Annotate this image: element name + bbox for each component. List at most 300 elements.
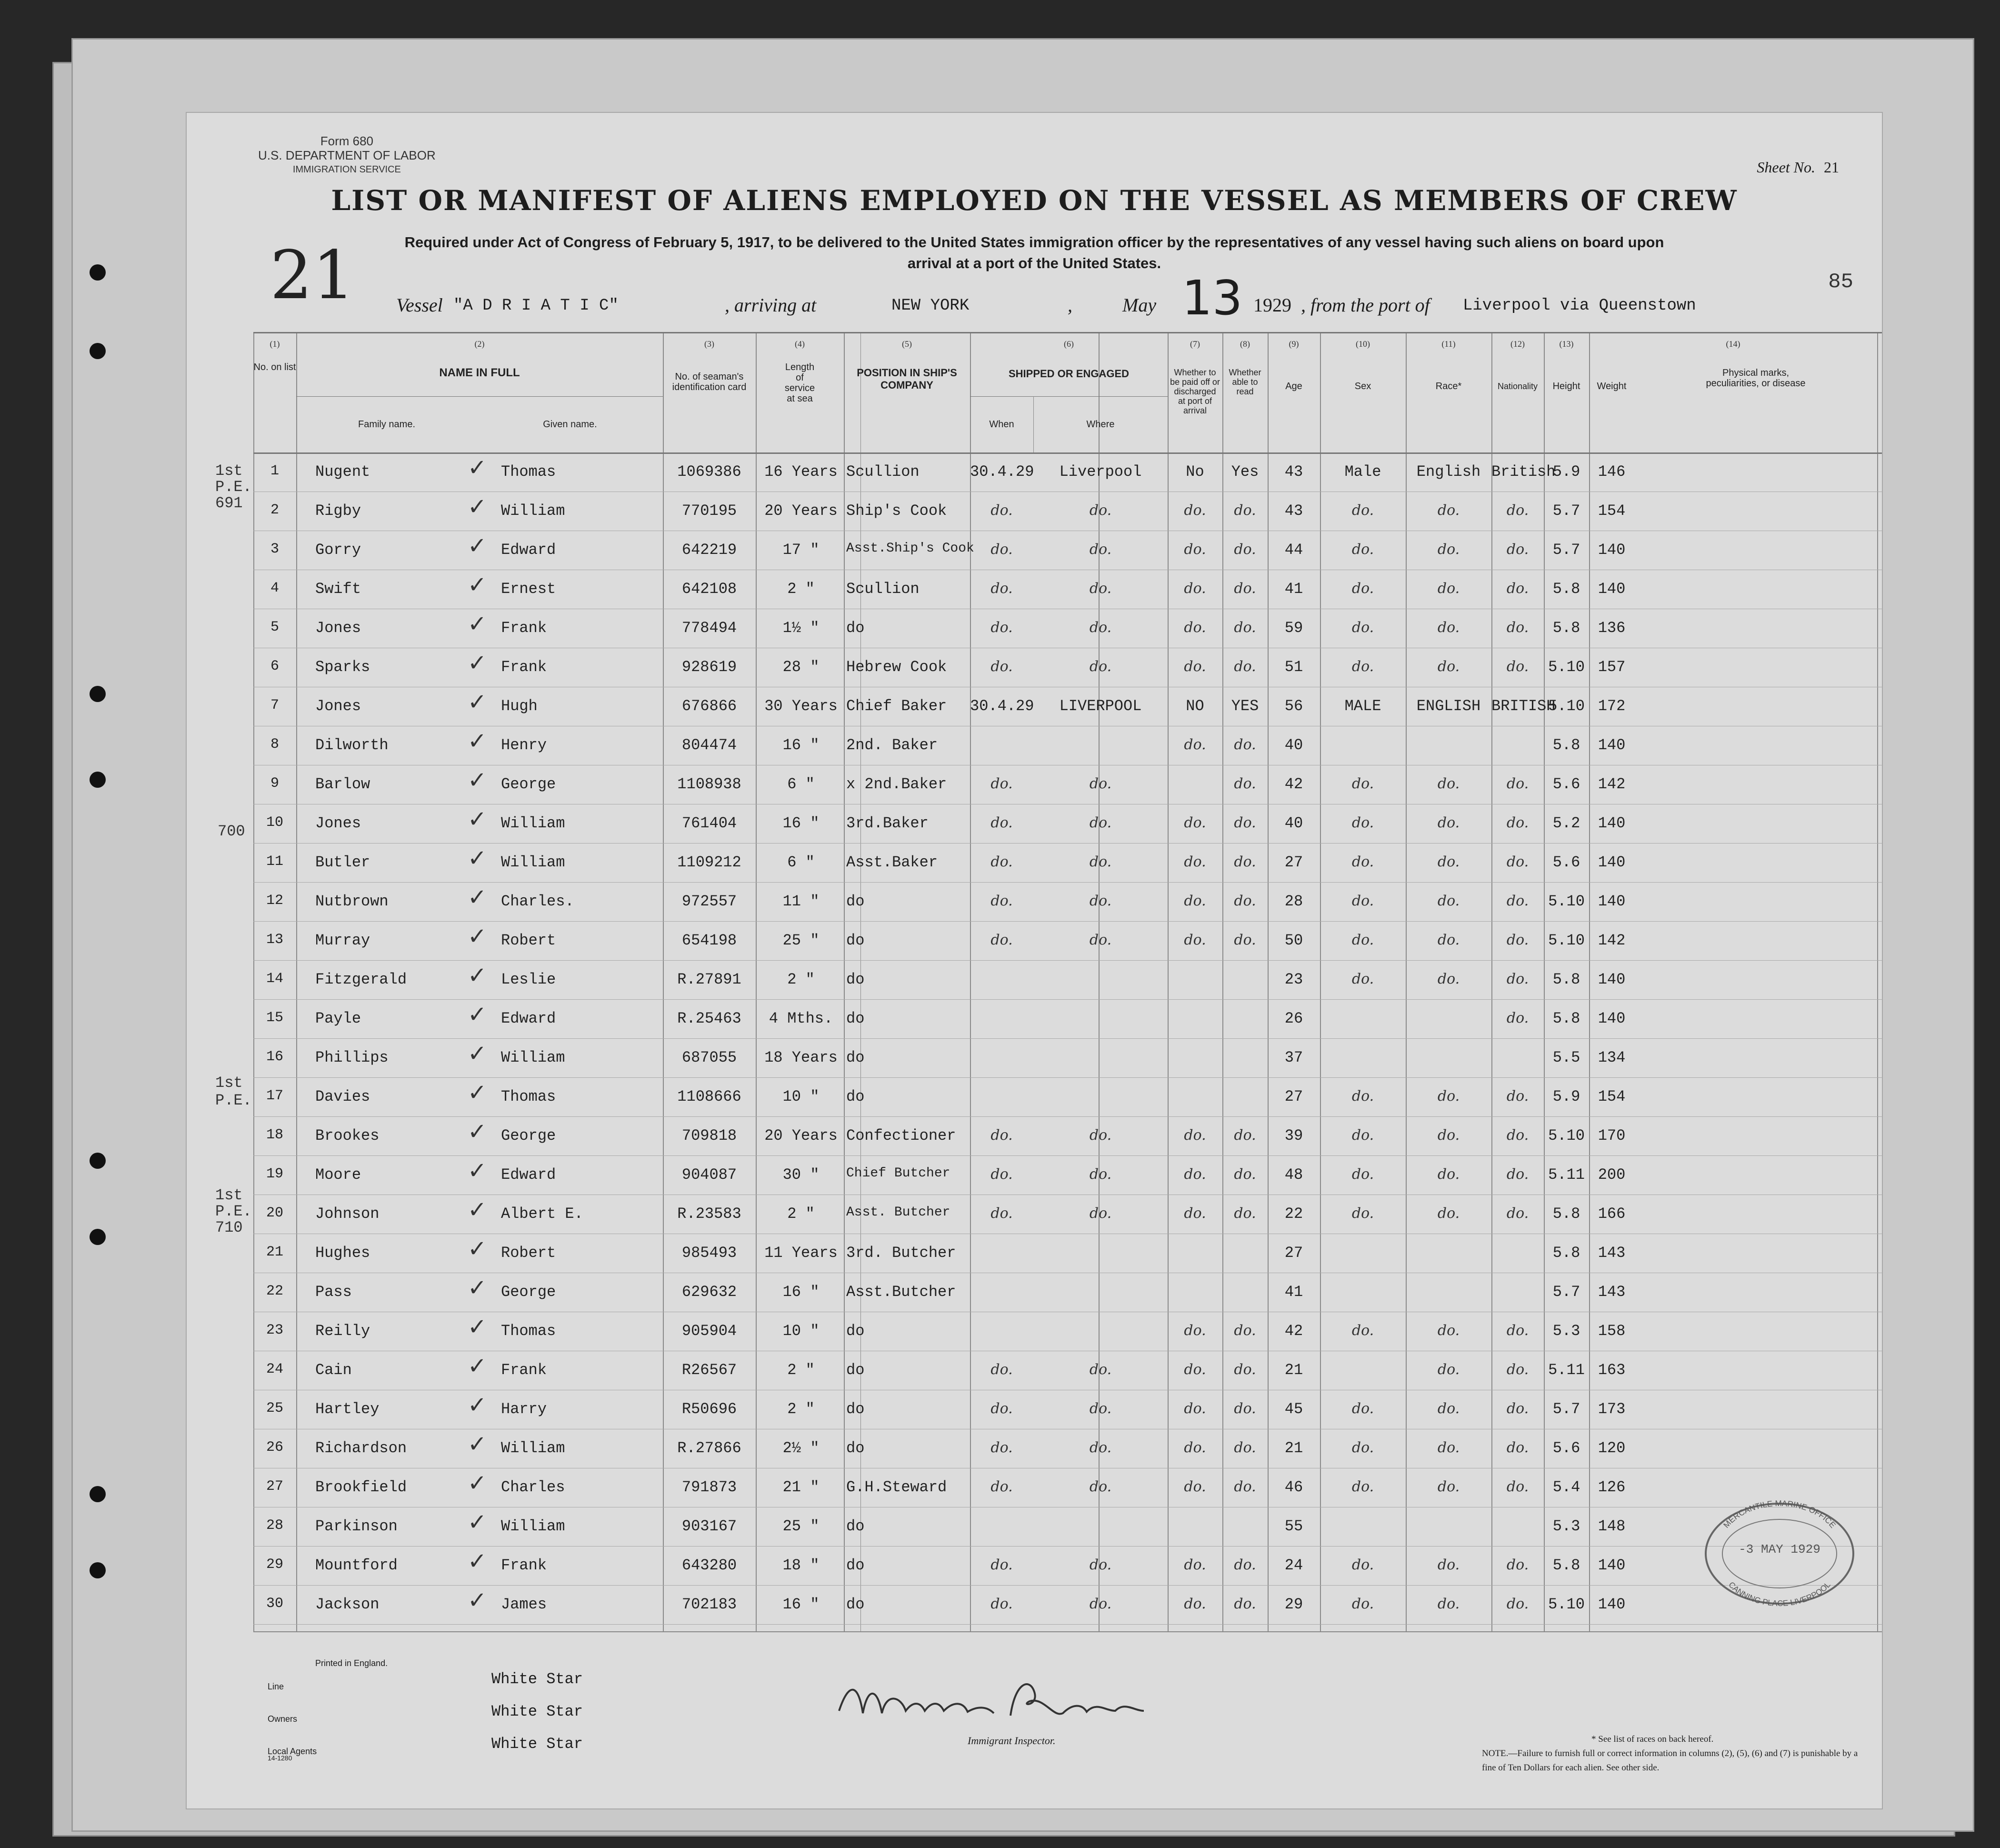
cell-family: Davies (315, 1088, 370, 1105)
cell-when: do. (990, 932, 1013, 948)
header-family-name: Family name. (358, 419, 416, 430)
cell-when: do. (990, 1557, 1013, 1573)
header-service-length: Length of service at sea (784, 362, 815, 404)
cell-position: 3rd. Butcher (846, 1244, 956, 1262)
cell-given: Albert E. (501, 1205, 583, 1223)
cell-sex: do. (1351, 1127, 1374, 1144)
check-mark-icon: ✓ (468, 845, 487, 872)
footnotes (1482, 1732, 1863, 1775)
form-code: 14-1280 (268, 1754, 292, 1762)
manifest-sheet (186, 112, 1883, 1809)
cell-no: 19 (266, 1166, 283, 1182)
header-where: Where (1086, 419, 1115, 430)
cell-position: do (846, 1596, 865, 1613)
cell-card: R.27891 (677, 971, 741, 988)
cell-given: George (501, 775, 556, 793)
cell-read: Yes (1231, 463, 1259, 481)
cell-nationality: do. (1506, 1478, 1529, 1495)
binder-hole (90, 1486, 106, 1502)
cell-paid: do. (1184, 1557, 1206, 1573)
cell-sex: do. (1351, 580, 1374, 597)
cell-position: do (846, 1322, 865, 1340)
cell-service: 20 Years (764, 1127, 838, 1145)
cell-weight: 136 (1598, 619, 1626, 637)
cell-service: 17 " (782, 541, 820, 559)
cell-family: Dilworth (315, 736, 389, 754)
check-mark-icon: ✓ (468, 1040, 487, 1067)
cell-where: do. (1089, 1400, 1112, 1417)
cell-given: Thomas (501, 1322, 556, 1340)
cell-sex: do. (1351, 502, 1374, 519)
cell-position: do (846, 893, 865, 910)
cell-race: do. (1437, 775, 1460, 792)
cell-family: Pass (315, 1283, 352, 1301)
check-mark-icon: ✓ (468, 1587, 487, 1614)
cell-where: Liverpool (1059, 463, 1142, 481)
cell-position: do (846, 619, 865, 637)
col-num: (10) (1356, 339, 1370, 349)
cell-when: do. (990, 854, 1013, 870)
cell-no: 10 (266, 814, 283, 831)
cell-height: 5.8 (1552, 1010, 1580, 1027)
cell-family: Hughes (315, 1244, 370, 1262)
cell-sex: do. (1351, 971, 1374, 987)
header-given-name: Given name. (543, 419, 597, 430)
cell-nationality: do. (1506, 541, 1529, 558)
check-mark-icon: ✓ (468, 1353, 487, 1379)
cell-height: 5.11 (1548, 1166, 1585, 1184)
inspector-signature (830, 1673, 1187, 1730)
cell-sex: do. (1351, 1088, 1374, 1105)
cell-no: 9 (270, 775, 279, 792)
cell-given: Edward (501, 541, 556, 559)
cell-weight: 154 (1598, 502, 1626, 520)
cell-family: Gorry (315, 541, 361, 559)
cell-family: Payle (315, 1010, 361, 1027)
cell-position: Asst.Butcher (846, 1283, 956, 1301)
cell-when: do. (990, 1361, 1013, 1378)
row-divider (253, 882, 1882, 883)
cell-family: Nutbrown (315, 893, 389, 910)
cell-given: Frank (501, 1361, 547, 1379)
cell-card: 928619 (681, 658, 737, 676)
binder-hole (90, 264, 106, 281)
cell-read: do. (1234, 775, 1256, 792)
check-mark-icon: ✓ (468, 1157, 487, 1184)
cell-height: 5.2 (1552, 814, 1580, 832)
cell-sex: do. (1351, 1166, 1374, 1183)
cell-age: 21 (1284, 1361, 1303, 1379)
cell-no: 16 (266, 1049, 283, 1065)
cell-sex: do. (1351, 854, 1374, 870)
cell-read: do. (1234, 1322, 1256, 1339)
cell-card: 642219 (681, 541, 737, 559)
sheet-value: 21 (1824, 159, 1839, 176)
cell-age: 56 (1284, 697, 1303, 715)
cell-no: 29 (266, 1557, 283, 1573)
cell-race: do. (1437, 1596, 1460, 1612)
crew-table (253, 332, 1882, 1632)
cell-service: 16 " (782, 1596, 820, 1613)
cell-sex: do. (1351, 1557, 1374, 1573)
cell-family: Rigby (315, 502, 361, 520)
check-mark-icon: ✓ (468, 611, 487, 637)
cell-weight: 163 (1598, 1361, 1626, 1379)
cell-weight: 142 (1598, 932, 1626, 949)
cell-weight: 140 (1598, 814, 1626, 832)
row-divider (253, 843, 1882, 844)
cell-age: 42 (1284, 775, 1303, 793)
cell-paid: do. (1184, 893, 1206, 909)
cell-read: do. (1234, 502, 1256, 519)
cell-position: Scullion (846, 580, 920, 598)
check-mark-icon: ✓ (468, 923, 487, 950)
cell-family: Jackson (315, 1596, 380, 1613)
cell-family: Parkinson (315, 1517, 398, 1535)
cell-no: 12 (266, 893, 283, 909)
departure-port: Liverpool via Queenstown (1463, 297, 1696, 315)
cell-given: George (501, 1283, 556, 1301)
cell-nationality: do. (1506, 658, 1529, 675)
cell-position: Asst. Butcher (846, 1205, 950, 1220)
cell-weight: 158 (1598, 1322, 1626, 1340)
cell-age: 55 (1284, 1517, 1303, 1535)
cell-nationality: do. (1506, 854, 1529, 870)
cell-family: Jones (315, 814, 361, 832)
cell-position: Asst.Ship's Cook (846, 541, 974, 556)
cell-position: Scullion (846, 463, 920, 481)
cell-service: 2 " (787, 580, 815, 598)
cell-age: 39 (1284, 1127, 1303, 1145)
cell-weight: 166 (1598, 1205, 1626, 1223)
cell-age: 50 (1284, 932, 1303, 949)
cell-read: do. (1234, 1478, 1256, 1495)
check-mark-icon: ✓ (468, 767, 487, 793)
fine-note: NOTE.—Failure to furnish full or correct information in columns (2), (5), (6) and (7) is punishable by a fine of Ten Dollars for each alien. See other side. (1482, 1748, 1858, 1773)
cell-position: G.H.Steward (846, 1478, 947, 1496)
cell-given: Robert (501, 932, 556, 949)
cell-position: do (846, 932, 865, 949)
cell-service: 25 " (782, 932, 820, 949)
cell-age: 24 (1284, 1557, 1303, 1574)
cell-weight: 157 (1598, 658, 1626, 676)
cell-weight: 140 (1598, 1557, 1626, 1574)
header-id-card: No. of seaman's identification card (672, 372, 747, 392)
printed-note: Printed in England. (315, 1658, 388, 1668)
cell-height: 5.3 (1552, 1517, 1580, 1535)
cell-sex: do. (1351, 1322, 1374, 1339)
cell-nationality: do. (1506, 1596, 1529, 1612)
cell-race: do. (1437, 893, 1460, 909)
cell-sex: Male (1344, 463, 1381, 481)
row-divider (253, 1116, 1882, 1117)
cell-position: do (846, 1361, 865, 1379)
cell-family: Brookes (315, 1127, 380, 1145)
cell-position: do (846, 1049, 865, 1066)
cell-where: do. (1089, 854, 1112, 870)
cell-age: 22 (1284, 1205, 1303, 1223)
check-mark-icon: ✓ (468, 884, 487, 911)
cell-age: 45 (1284, 1400, 1303, 1418)
col-num: (14) (1726, 339, 1740, 349)
cell-read: do. (1234, 854, 1256, 870)
cell-family: Jones (315, 619, 361, 637)
cell-when: do. (990, 502, 1013, 519)
cell-age: 41 (1284, 1283, 1303, 1301)
cell-where: do. (1089, 1478, 1112, 1495)
check-mark-icon: ✓ (468, 1509, 487, 1536)
cell-given: Edward (501, 1010, 556, 1027)
cell-card: 804474 (681, 736, 737, 754)
row-divider (253, 1155, 1882, 1156)
header-height: Height (1552, 381, 1580, 392)
cell-family: Murray (315, 932, 370, 949)
cell-nationality: do. (1506, 1166, 1529, 1183)
cell-race: do. (1437, 1557, 1460, 1573)
cell-nationality: do. (1506, 932, 1529, 948)
cell-no: 26 (266, 1439, 283, 1456)
cell-height: 5.6 (1552, 854, 1580, 871)
cell-age: 23 (1284, 971, 1303, 988)
header-position: POSITION IN SHIP'S COMPANY (857, 367, 957, 391)
cell-height: 5.6 (1552, 1439, 1580, 1457)
binder-hole (90, 772, 106, 788)
cell-given: Charles (501, 1478, 565, 1496)
cell-height: 5.8 (1552, 1557, 1580, 1574)
cell-card: 629632 (681, 1283, 737, 1301)
cell-nationality: do. (1506, 1322, 1529, 1339)
cell-service: 2 " (787, 1361, 815, 1379)
cell-family: Cain (315, 1361, 352, 1379)
cell-where: do. (1089, 893, 1112, 909)
cell-weight: 172 (1598, 697, 1626, 715)
cell-card: R.27866 (677, 1439, 741, 1457)
cell-when: do. (990, 1400, 1013, 1417)
header-name-in-full: NAME IN FULL (439, 366, 520, 379)
cell-race: do. (1437, 1439, 1460, 1456)
cell-paid: do. (1184, 932, 1206, 948)
check-mark-icon: ✓ (468, 454, 487, 481)
cell-family: Barlow (315, 775, 370, 793)
cell-sex: do. (1351, 1596, 1374, 1612)
cell-race: do. (1437, 502, 1460, 519)
col-num: (3) (704, 339, 714, 349)
cell-service: 30 " (782, 1166, 820, 1184)
cell-given: Frank (501, 1557, 547, 1574)
check-mark-icon: ✓ (468, 1001, 487, 1028)
inspector-label: Immigrant Inspector. (968, 1735, 1056, 1747)
cell-family: Phillips (315, 1049, 389, 1066)
margin-note: 1st P.E. 710 (215, 1186, 252, 1236)
cell-height: 5.9 (1552, 463, 1580, 481)
arrival-day: 13 (1182, 270, 1243, 326)
cell-position: do (846, 1439, 865, 1457)
cell-given: Frank (501, 619, 547, 637)
cell-paid: do. (1184, 619, 1206, 636)
cell-position: 2nd. Baker (846, 736, 938, 754)
cell-race: do. (1437, 1361, 1460, 1378)
cell-read: do. (1234, 619, 1256, 636)
row-divider (253, 999, 1882, 1000)
cell-card: 972557 (681, 893, 737, 910)
cell-no: 27 (266, 1478, 283, 1495)
cell-weight: 140 (1598, 854, 1626, 871)
cell-sex: do. (1351, 1205, 1374, 1222)
cell-position: Asst.Baker (846, 854, 938, 871)
cell-sex: do. (1351, 1439, 1374, 1456)
cell-card: 791873 (681, 1478, 737, 1496)
cell-sex: do. (1351, 1400, 1374, 1417)
cell-paid: do. (1184, 854, 1206, 870)
cell-nationality: do. (1506, 893, 1529, 909)
margin-note: 700 (218, 823, 245, 840)
cell-service: 16 Years (764, 463, 838, 481)
cell-nationality: do. (1506, 1439, 1529, 1456)
cell-position: Hebrew Cook (846, 658, 947, 676)
cell-read: do. (1234, 1557, 1256, 1573)
binder-hole (90, 1153, 106, 1169)
cell-card: 1108938 (677, 775, 741, 793)
race-note: * See list of races on back hereof. (1591, 1734, 1714, 1744)
cell-family: Mountford (315, 1557, 398, 1574)
cell-service: 1½ " (782, 619, 820, 637)
header-weight: Weight (1597, 381, 1627, 392)
svg-text:CANNING PLACE LIVERPOOL: CANNING PLACE LIVERPOOL (1727, 1580, 1832, 1608)
cell-read: do. (1234, 580, 1256, 597)
cell-paid: do. (1184, 1127, 1206, 1144)
cell-read: do. (1234, 658, 1256, 675)
cell-age: 59 (1284, 619, 1303, 637)
col-num: (11) (1441, 339, 1456, 349)
cell-nationality: British (1491, 463, 1556, 481)
vessel-label: Vessel (396, 294, 443, 316)
cell-given: Ernest (501, 580, 556, 598)
row-divider (253, 960, 1882, 961)
cell-no: 8 (270, 736, 279, 753)
cell-position: 3rd.Baker (846, 814, 929, 832)
cell-height: 5.8 (1552, 1205, 1580, 1223)
cell-no: 2 (270, 502, 279, 518)
cell-weight: 143 (1598, 1244, 1626, 1262)
row-divider (253, 1546, 1882, 1547)
cell-nationality: do. (1506, 814, 1529, 831)
cell-service: 18 Years (764, 1049, 838, 1066)
cell-where: LIVERPOOL (1059, 697, 1142, 715)
cell-given: Thomas (501, 463, 556, 481)
cell-paid: NO (1186, 697, 1204, 715)
check-mark-icon: ✓ (468, 493, 487, 520)
cell-height: 5.6 (1552, 775, 1580, 793)
cell-weight: 140 (1598, 1010, 1626, 1027)
cell-paid: do. (1184, 658, 1206, 675)
cell-given: Thomas (501, 1088, 556, 1105)
owners-label: Owners (268, 1714, 298, 1724)
agents-label: Local Agents (268, 1747, 317, 1756)
cell-when: do. (990, 658, 1013, 675)
cell-when: do. (990, 1439, 1013, 1456)
cell-race: do. (1437, 541, 1460, 558)
cell-age: 27 (1284, 854, 1303, 871)
cell-race: do. (1437, 932, 1460, 948)
cell-weight: 142 (1598, 775, 1626, 793)
cell-paid: do. (1184, 580, 1206, 597)
cell-where: do. (1089, 658, 1112, 675)
arriving-port: NEW YORK (891, 297, 970, 315)
check-mark-icon: ✓ (468, 1118, 487, 1145)
cell-age: 27 (1284, 1244, 1303, 1262)
cell-weight: 140 (1598, 541, 1626, 559)
cell-card: 654198 (681, 932, 737, 949)
cell-weight: 140 (1598, 1596, 1626, 1613)
cell-height: 5.10 (1548, 697, 1585, 715)
cell-service: 10 " (782, 1322, 820, 1340)
check-mark-icon: ✓ (468, 728, 487, 754)
vessel-name: "A D R I A T I C" (453, 297, 619, 315)
cell-position: x 2nd.Baker (846, 775, 947, 793)
vessel-line: Vessel "A D R I A T I C" , arriving at NEW YORK , May 13 1929 , from the port of Liverpool via Queenstown (396, 270, 1696, 326)
header-sex: Sex (1354, 381, 1371, 392)
cell-where: do. (1089, 775, 1112, 792)
cell-weight: 200 (1598, 1166, 1626, 1184)
cell-card: 709818 (681, 1127, 737, 1145)
cell-card: 642108 (681, 580, 737, 598)
col-num: (8) (1240, 339, 1250, 349)
cell-weight: 143 (1598, 1283, 1626, 1301)
cell-card: 702183 (681, 1596, 737, 1613)
cell-race: do. (1437, 1166, 1460, 1183)
col-num: (4) (795, 339, 805, 349)
cell-where: do. (1089, 1439, 1112, 1456)
cell-where: do. (1089, 932, 1112, 948)
cell-no: 18 (266, 1127, 283, 1143)
cell-when: 30.4.29 (970, 463, 1034, 481)
cell-height: 5.9 (1552, 1088, 1580, 1105)
cell-height: 5.7 (1552, 1283, 1580, 1301)
cell-when: do. (990, 893, 1013, 909)
cell-service: 18 " (782, 1557, 820, 1574)
cell-height: 5.8 (1552, 619, 1580, 637)
cell-given: James (501, 1596, 547, 1613)
cell-sex: do. (1351, 814, 1374, 831)
cell-given: William (501, 1049, 565, 1066)
cell-given: William (501, 1517, 565, 1535)
owners-value: White Star (491, 1703, 583, 1720)
cell-card: 1108666 (677, 1088, 741, 1105)
cell-no: 1 (270, 463, 279, 479)
cell-card: 1109212 (677, 854, 741, 871)
cell-height: 5.3 (1552, 1322, 1580, 1340)
cell-race: do. (1437, 658, 1460, 675)
cell-weight: 170 (1598, 1127, 1626, 1145)
cell-height: 5.10 (1548, 1127, 1585, 1145)
cell-family: Fitzgerald (315, 971, 407, 988)
row-divider (253, 921, 1882, 922)
arrival-year: 1929 (1253, 294, 1291, 316)
cell-nationality: do. (1506, 1205, 1529, 1222)
cell-weight: 126 (1598, 1478, 1626, 1496)
cell-where: do. (1089, 541, 1112, 558)
cell-service: 11 Years (764, 1244, 838, 1262)
check-mark-icon: ✓ (468, 806, 487, 833)
cell-service: 2 " (787, 971, 815, 988)
row-divider (253, 1624, 1882, 1625)
cell-sex: do. (1351, 1478, 1374, 1495)
cell-no: 7 (270, 697, 279, 713)
cell-when: do. (990, 1596, 1013, 1612)
cell-race: do. (1437, 1478, 1460, 1495)
from-label: , from the port of (1301, 294, 1430, 316)
cell-nationality: BRITISH (1491, 697, 1556, 715)
